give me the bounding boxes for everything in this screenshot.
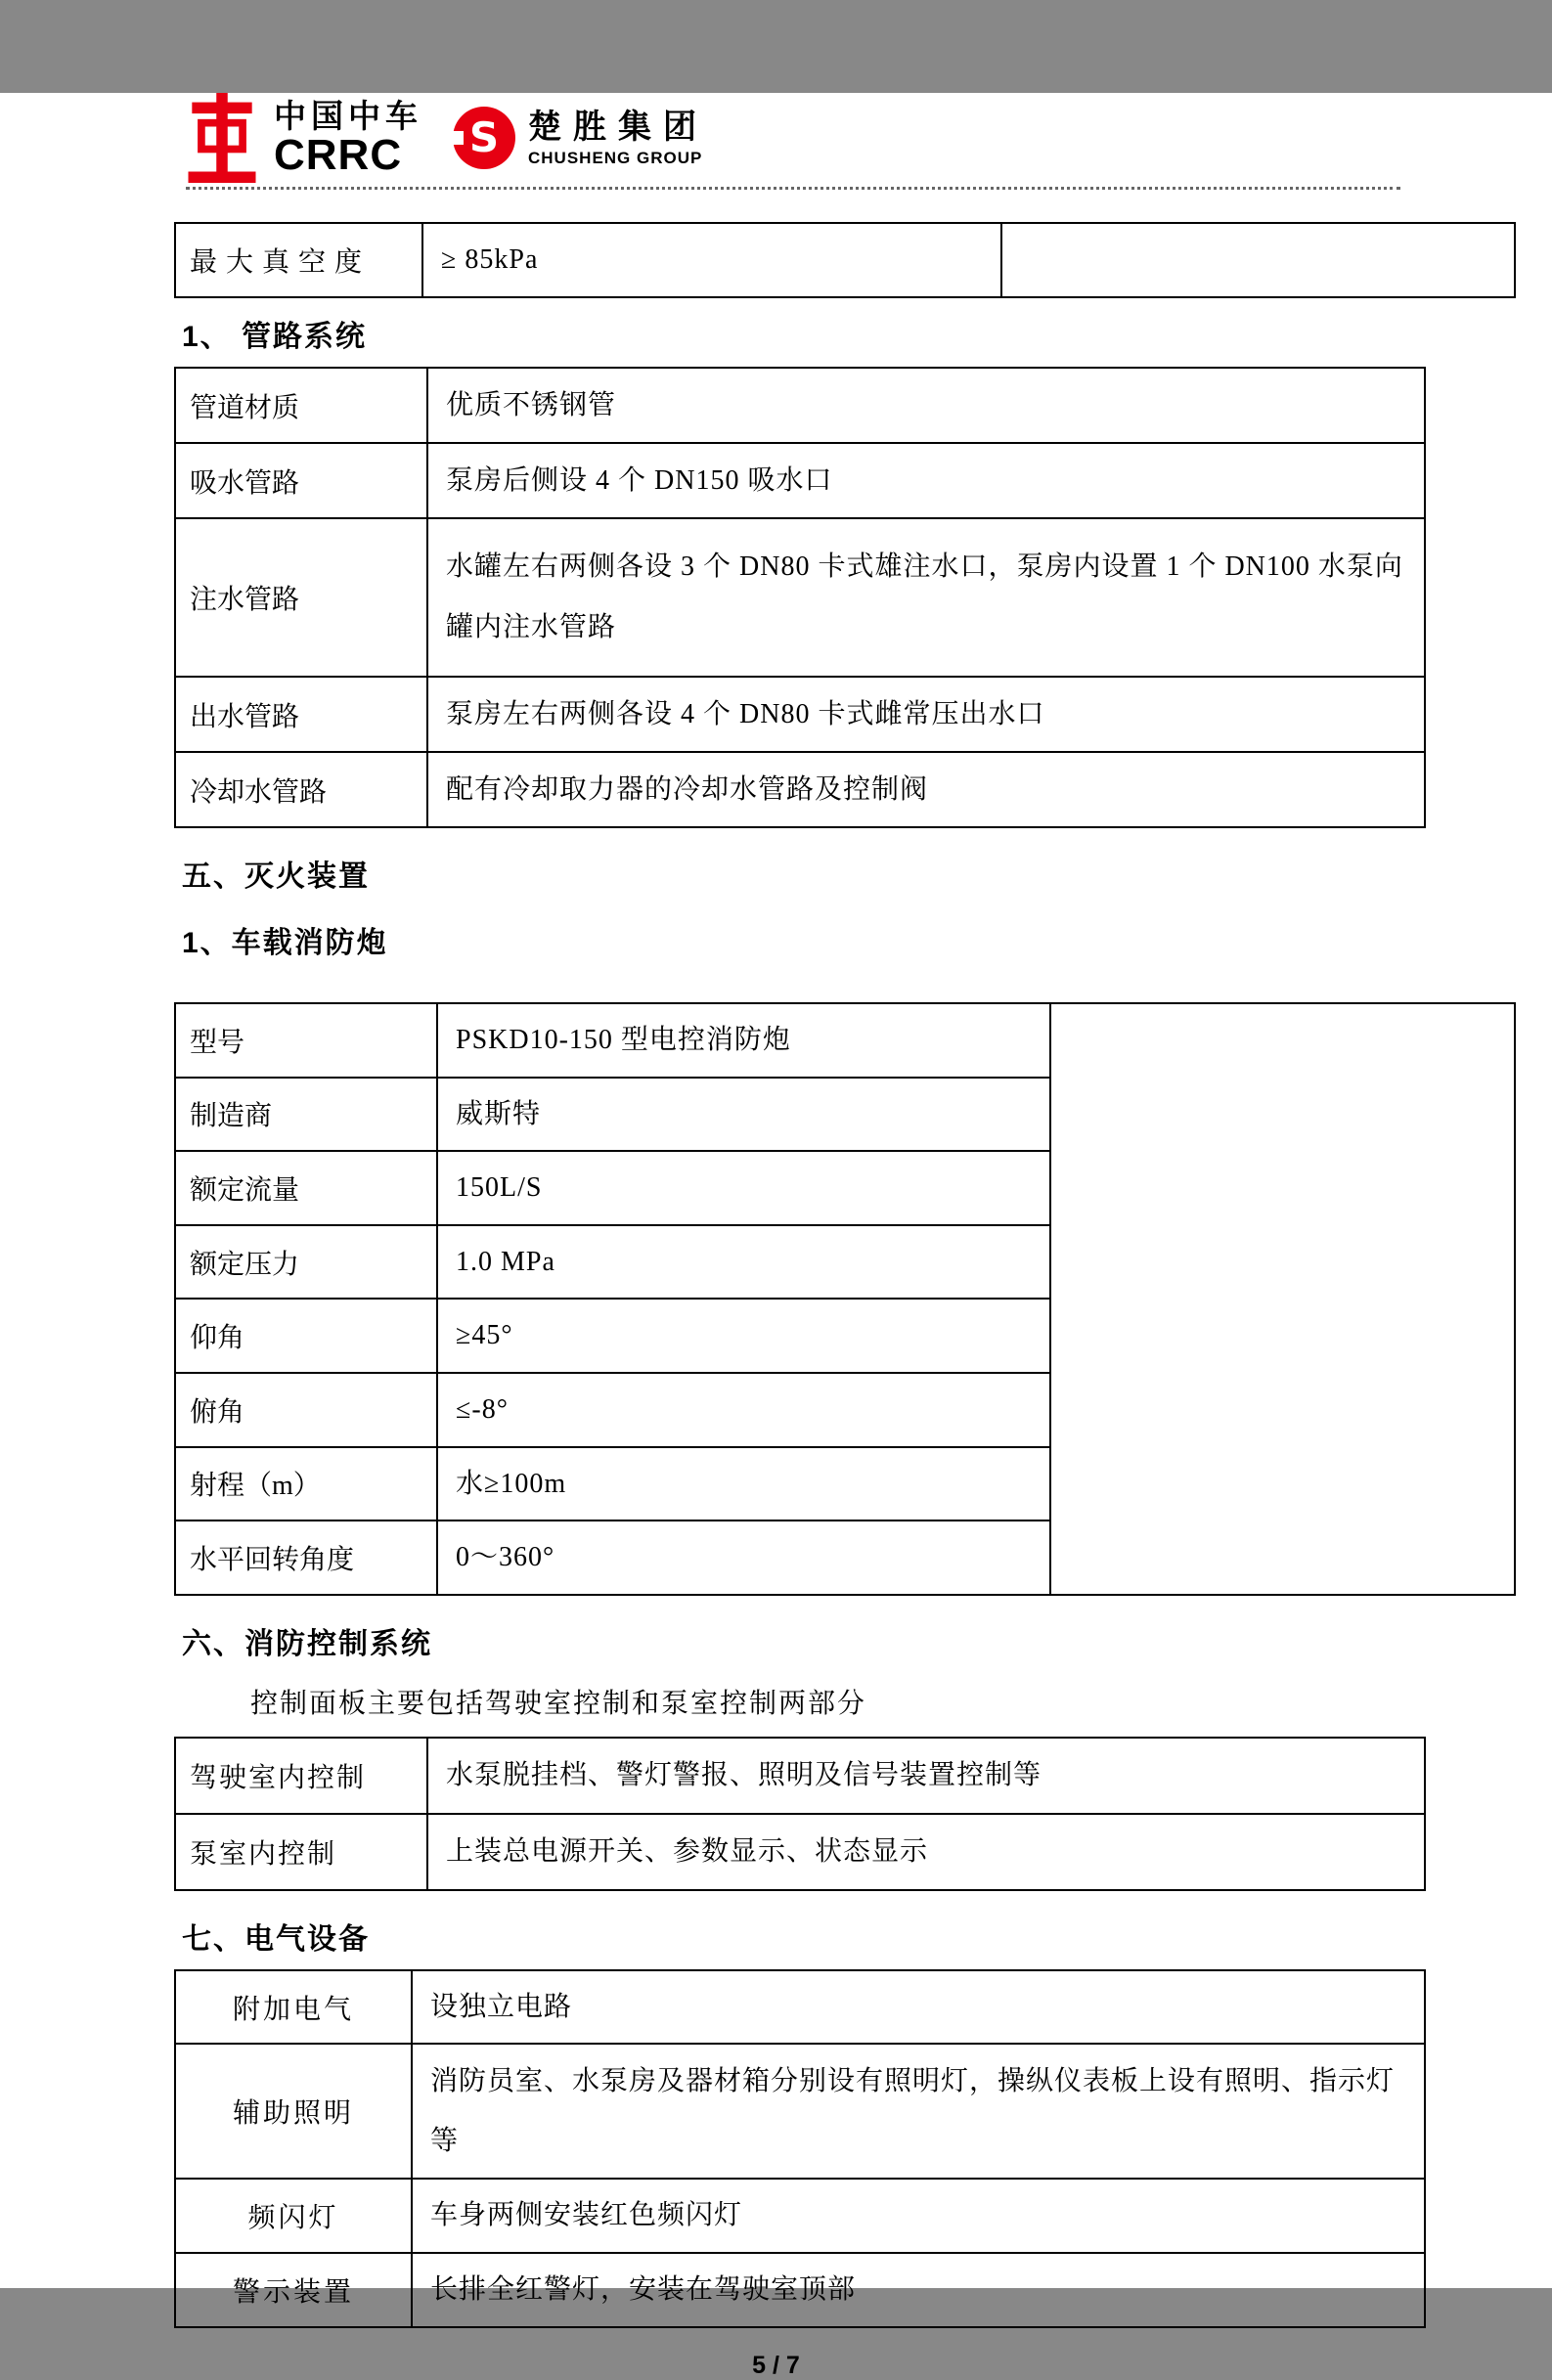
page-number: 5 / 7 — [752, 2351, 800, 2379]
section-heading-monitor: 1、车载消防炮 — [182, 927, 388, 959]
row-value: 150L/S — [437, 1151, 1050, 1225]
row-value: 消防员室、水泵房及器材箱分别设有照明灯，操纵仪表板上设有照明、指示灯等 — [412, 2044, 1425, 2179]
row-label: 管道材质 — [175, 368, 427, 443]
control-intro-paragraph: 控制面板主要包括驾驶室控制和泵室控制两部分 — [250, 1688, 867, 1719]
row-value: 水罐左右两侧各设 3 个 DN80 卡式雄注水口，泵房内设置 1 个 DN100 水泵向罐内注水管路 — [427, 518, 1425, 677]
row-label: 出水管路 — [175, 677, 427, 752]
row-label: 附加电气 — [175, 1970, 412, 2045]
row-value: 0～360° — [437, 1521, 1050, 1595]
crrc-title-en: CRRC — [274, 130, 403, 179]
section-heading-extinguish: 五、灭火装置 — [182, 860, 370, 893]
table-row — [175, 368, 1425, 443]
chusheng-logo-block — [452, 106, 708, 170]
row-value: 泵房左右两侧各设 4 个 DN80 卡式雌常压出水口 — [427, 677, 1425, 752]
row-value: 配有冷却取力器的冷却水管路及控制阀 — [427, 752, 1425, 827]
table-row — [175, 2179, 1425, 2253]
svg-text:S: S — [468, 113, 500, 161]
row-label: 型号 — [175, 1003, 437, 1078]
row-label: 泵室内控制 — [175, 1814, 427, 1890]
document-page — [0, 93, 1552, 2379]
piping-spec-table — [174, 367, 1426, 828]
row-label: 水平回转角度 — [175, 1521, 437, 1595]
row-value: 1.0 MPa — [437, 1225, 1050, 1300]
page-header — [186, 93, 1425, 183]
table-row — [175, 223, 1515, 297]
row-value: 泵房后侧设 4 个 DN150 吸水口 — [427, 443, 1425, 518]
row-value: 威斯特 — [437, 1078, 1050, 1152]
chusheng-wordmark — [528, 110, 708, 166]
vacuum-spec-table — [174, 222, 1516, 298]
row-label: 辅助照明 — [175, 2044, 412, 2179]
table-row — [175, 1970, 1425, 2045]
row-label: 注水管路 — [175, 518, 427, 677]
table-row — [175, 677, 1425, 752]
row-value: 水≥100m — [437, 1447, 1050, 1521]
table-row — [175, 1814, 1425, 1890]
row-value: 长排全红警灯，安装在驾驶室顶部 — [412, 2253, 1425, 2327]
table-row — [175, 1003, 1515, 1078]
row-value: ≥45° — [437, 1299, 1050, 1373]
row-value: 车身两侧安装红色频闪灯 — [412, 2179, 1425, 2253]
crrc-logo-icon — [186, 93, 258, 183]
row-label: 射程（m） — [175, 1447, 437, 1521]
table-row — [175, 2044, 1425, 2179]
electric-spec-table — [174, 1969, 1426, 2328]
section-heading-control: 六、消防控制系统 — [182, 1627, 432, 1660]
row-label: 制造商 — [175, 1078, 437, 1152]
row-note — [1001, 223, 1515, 297]
monitor-spec-table — [174, 1002, 1516, 1596]
row-value: 上装总电源开关、参数显示、状态显示 — [427, 1814, 1425, 1890]
chusheng-title-cn: 楚胜集团 — [528, 108, 708, 146]
row-value: ≤-8° — [437, 1373, 1050, 1447]
document-content — [174, 222, 1426, 2328]
chusheng-title-en: CHUSHENG GROUP — [528, 148, 703, 167]
row-value: 设独立电路 — [412, 1970, 1425, 2045]
row-label: 仰角 — [175, 1299, 437, 1373]
chusheng-logo-icon — [452, 106, 516, 170]
row-label: 冷却水管路 — [175, 752, 427, 827]
row-value: PSKD10-150 型电控消防炮 — [437, 1003, 1050, 1078]
table-row — [175, 1738, 1425, 1814]
row-label: 频闪灯 — [175, 2179, 412, 2253]
crrc-title-cn: 中国中车 — [274, 97, 422, 134]
row-label: 额定流量 — [175, 1151, 437, 1225]
section-heading-piping: 1、 管路系统 — [182, 321, 368, 353]
row-label: 俯角 — [175, 1373, 437, 1447]
row-value: ≥ 85kPa — [422, 223, 1001, 297]
row-label: 驾驶室内控制 — [175, 1738, 427, 1814]
table-row — [175, 443, 1425, 518]
crrc-wordmark — [274, 97, 422, 179]
table-row — [175, 518, 1425, 677]
side-note-cell — [1050, 1003, 1515, 1595]
row-label: 警示装置 — [175, 2253, 412, 2327]
header-divider — [186, 187, 1400, 190]
row-label: 吸水管路 — [175, 443, 427, 518]
row-value: 优质不锈钢管 — [427, 368, 1425, 443]
row-label: 最大真空度 — [175, 223, 422, 297]
control-spec-table — [174, 1737, 1426, 1891]
section-heading-electric: 七、电气设备 — [182, 1922, 370, 1956]
row-label: 额定压力 — [175, 1225, 437, 1300]
table-row — [175, 2253, 1425, 2327]
row-value: 水泵脱挂档、警灯警报、照明及信号装置控制等 — [427, 1738, 1425, 1814]
table-row — [175, 752, 1425, 827]
